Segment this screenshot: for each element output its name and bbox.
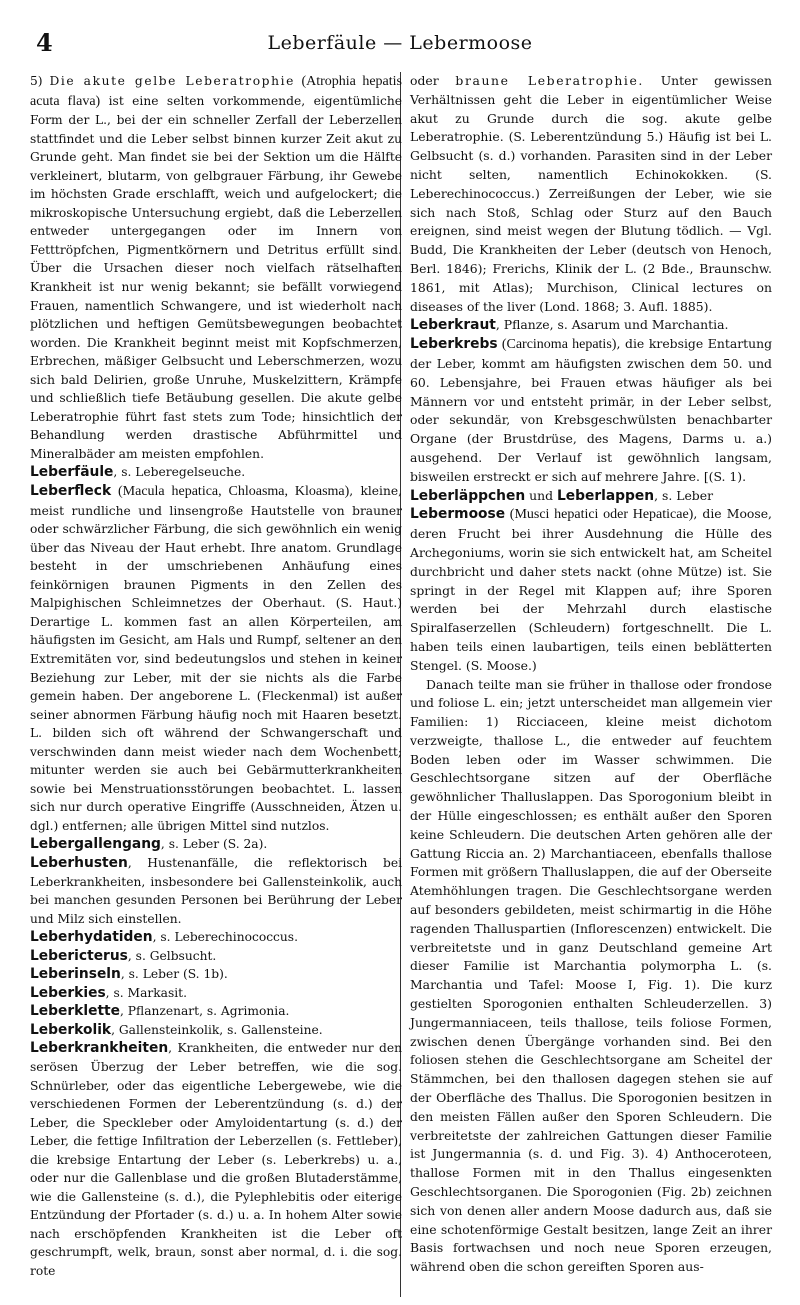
entry-text: , Gallensteinkolik, s. Gallensteine. (111, 1022, 323, 1037)
entry-text: , Pflanze, s. Asarum und Marchantia. (495, 317, 729, 333)
entry-text: , s. Leberegelseuche. (113, 465, 246, 480)
entry-lebermoose (410, 505, 772, 675)
entry-leberkraut (410, 316, 772, 335)
entry-text: , s. Leber (654, 487, 713, 503)
entry-leberfleck (30, 482, 402, 835)
headword: Leberkrebs (410, 336, 498, 353)
headword-2: Leberlappen (556, 487, 655, 504)
spaced-term: Die akute gelbe Leberatrophie (49, 74, 295, 88)
entry-leberinseln (30, 965, 402, 984)
headword: Leberinseln (30, 966, 121, 983)
latin-name: (Musci hepatici oder Hepaticae) (505, 507, 694, 523)
entry-akute-gelbe-leberatrophie (30, 72, 402, 463)
headword: Leberfleck (30, 483, 112, 500)
headword: Leberkolik (30, 1021, 112, 1038)
entry-leberhusten (30, 854, 402, 928)
entry-lebericterus (30, 947, 402, 966)
entry-leberkrankheiten (30, 1039, 402, 1280)
entry-text: , die Moose, deren Frucht bei ihrer Ausdehnung die Hülle des Archegoniums, worin sie sich entwickelt hat, am Scheitel durchbricht und daher stets nackt (ohne Mütze) ist. Sie springt in der Regel mit Klappen auf; ihre Sporen werden bei der Mehrzahl durch elastische Spiralfaserzellen (Schleudern) fortgeschnellt. Die L. haben teils einen laubartigen, teils einen beblätterten Stengel. (S. Moose.) (410, 506, 772, 673)
headword: Leberklette (30, 1003, 120, 1020)
conjunction: und (525, 487, 557, 503)
headword: Leberhusten (30, 854, 128, 871)
page-number: 4 (36, 28, 53, 57)
entry-text: , kleine, meist rundliche und linsengroße Hautstelle von brauner oder schwärzlicher Färbung, die sich gewöhnlich ein wenig über das Niveau der Haut erhebt. Ihre anatom. Grundlage besteht in der umschriebenen Anhäufung eines feinkörnigen braunen Pigments in den Zellen des Malpighischen Schleimnetzes der Oberhaut. (S. Haut.) Derartige L. kommen fast an allen Körperteilen, am häufigsten im Gesicht, am Hals und Rumpf, seltener an den Extremitäten vor, sind bedeutungslos und stehen in keiner Beziehung zur Leber, mit der sie nichts als die Farbe gemein haben. Der angeborene L. (Fleckenmal) ist außer seiner abnormen Färbung häufig noch mit Haaren besetzt. L. bilden sich oft während der Schwangerschaft und verschwinden dann meist wieder nach dem Wochenbett; mitunter werden sie auch bei Gebärmutterkrankheiten sowie bei Menstruationsstörungen beobachtet. L. lassen sich nur durch operative Eingriffe (Ausschneiden, Ätzen u. dgl.) entfernen; alle übrigen Mittel sind nutzlos. (30, 484, 402, 833)
entry-text: , s. Leber (S. 2a). (160, 837, 268, 852)
entry-text: ist eine selten vorkommende, eigentümliche Form der L., bei der ein schneller Zerfall der Leberzellen stattfindet und die Leber selbst binnen kurzer Zeit akut zu Grunde geht. Man findet sie bei der Sektion um die Hälfte verkleinert, blutarm, von gelbgrauer Färbung, ihr Gewebe im höchsten Grade erschlafft, weich und aufgelockert; die mikroskopische Untersuchung ergiebt, daß die Leberzellen entweder untergegangen oder im Innern von Fetttröpfchen, Pigmentkörnern und Detritus erfüllt sind. Über die Ursachen dieser noch vielfach rätselhaften Krankheit ist nur wenig bekannt; sie befällt vorwiegend Frauen, namentlich Schwangere, und ist wiederholt nach plötzlichen und heftigen Gemütsbewegungen beobachtet worden. Die Krankheit beginnt meist mit Kopfschmerzen, Erbrechen, mäßiger Gelbsucht und Leberschmerzen, wozu sich bald Delirien, große Unruhe, Muskelzittern, Krämpfe und schließlich tiefe Betäubung gesellen. Die akute gelbe Leberatrophie führt fast stets zum Tode; hinsichtlich der Behandlung werden drastische Abführmittel und Mineralbäder am meisten empfohlen. (30, 93, 402, 461)
entry-text: , s. Markasit. (105, 985, 187, 1000)
entry-text: , Krankheiten, die entweder nur den serösen Überzug der Leber betreffen, wie die sog. Schnürleber, oder das eigentliche Lebergewebe, wie die verschiedenen Formen der Leberentzündung (s. d.) der Leber, die Speckleber oder Amyloidentartung (s. d.) der Leber, die fettige Infiltration der Leberzellen (s. Fettleber), die krebsige Entartung der Leber (s. Leberkrebs) u. a., oder nur die Gallenblase und die großen Blutaderstämme, wie die Gallensteine (s. d.), die Pylephlebitis oder eiterige Entzündung der Pfortader (s. d.) u. a. In hohem Alter sowie nach erschöpfenden Krankheiten ist die Leber oft geschrumpft, welk, braun, sonst aber normal, d. i. die sog. rote (30, 1041, 402, 1278)
left-column (30, 72, 402, 1281)
continuation-start: oder (410, 73, 456, 88)
entry-text: , Pflanzenart, s. Agrimonia. (120, 1004, 290, 1019)
entry-leberkies (30, 984, 402, 1003)
entry-leberkrebs (410, 335, 772, 486)
right-column (410, 72, 772, 1277)
entry-text: Unter gewissen Verhältnissen geht die Leber in eigentümlicher Weise akut zu Grunde durch die sog. akute gelbe Leberatrophie. (S. Leberentzündung 5.) Häufig ist bei L. Gelbsucht (s. d.) vorhanden. Parasiten sind in der Leber nicht selten, namentlich Echinokokken. (S. Leberechinococcus.) Zerreißungen der Leber, wie sie sich nach Stoß, Schlag oder Sturz auf den Bauch ereignen, sind meist wegen der Blutung tödlich. — Vgl. Budd, Die Krankheiten der Leber (deutsch von Henoch, Berl. 1846); Frerichs, Klinik der L. (2 Bde., Braunschw. 1861, mit Atlas); Murchison, Clinical lectures on diseases of the liver (Lond. 1868; 3. Aufl. 1885). (410, 73, 772, 314)
entry-text: , s. Leberechinococcus. (152, 930, 298, 945)
entry-leberhydatiden (30, 928, 402, 947)
headword: Lebergallengang (30, 836, 161, 853)
spaced-term: braune Leberatrophie. (455, 73, 644, 88)
latin-name: (Carcinoma hepatis) (497, 337, 617, 353)
entry-leberlaeppchen (410, 487, 772, 506)
page-header (30, 28, 770, 62)
entry-text: , s. Leber (S. 1b). (120, 967, 228, 982)
headword: Leberhydatiden (30, 929, 153, 946)
entry-text: , die krebsige Entartung der Leber, kommt am häufigsten zwischen dem 50. und 60. Lebensjahre, bei Frauen etwas häufiger als bei Männern vor und entsteht primär, in der Leber selbst, oder sekundär, von Krebsgeschwülsten benachbarter Organe (der Brustdrüse, des Magens, Darms u. a.) ausgehend. Der Verlauf ist gewöhnlich langsam, bisweilen erstreckt er sich auf mehrere Jahre. [(S. 1). (410, 336, 772, 484)
entry-leberklette (30, 1002, 402, 1021)
entry-text: , s. Gelbsucht. (127, 948, 217, 963)
headword: Leberläppchen (410, 487, 526, 504)
latin-name: (Atrophia hepatis acuta flava) (30, 74, 402, 109)
entry-continuation (410, 72, 772, 316)
item-number: 5) (30, 74, 50, 88)
lebermoose-families-paragraph: Danach teilte man sie früher in thallose oder frondose und foliose L. ein; jetzt unterscheidet man allgemein vier Familien: 1) Ricciaceen, kleine meist dichotom verzweigte, thallose L., die entweder auf feuchtem Boden leben oder im Wasser schwimmen. Die Geschlechtsorgane sitzen auf der Oberfläche gewöhnlicher Thalluslappen. Das Sporogonium bleibt in der Hülle eingeschlossen; es enthält außer den Sporen keine Schleudern. Die deutschen Arten gehören alle der Gattung Riccia an. 2) Marchantiaceen, ebenfalls thallose Formen mit größern Thalluslappen, die auf der Oberseite Atemhöhlungen tragen. Die Geschlechtsorgane werden auf besonders gebildeten, meist schirmartig in die Höhe ragenden Thalluspartien (Inflorescenzen) entwickelt. Die verbreitetste und in ganz Deutschland gemeine Art dieser Familie ist Marchantia polymorpha L. (s. Marchantia und Tafel: Moose I, Fig. 1). Die kurz gestielten Sporogonien enthalten Schleuderzellen. 3) Jungermanniaceen, teils thallose, teils foliose Formen, zwischen denen Übergänge vorhanden sind. Bei den foliosen stehen die Geschlechtsorgane am Scheitel der Stämmchen, bei den thallosen dagegen stehen sie auf der Oberfläche des Thallus. Die Sporogonien besitzen in den meisten Fällen außer den Sporen Schleudern. Die verbreitetste der zahlreichen Gattungen dieser Familie ist Jungermannia (s. d. und Fig. 3). 4) Anthoceroteen, thallose Formen mit in den Thallus eingesenkten Geschlechtsorganen. Die Sporogonien (Fig. 2b) zeichnen sich von denen aller andern Moose dadurch aus, daß sie eine schotenförmige Gestalt besitzen, lange Zeit an ihrer Basis fortwachsen und noch neue Sporen erzeugen, während oben die schon gereiften Sporen aus- (410, 676, 772, 1275)
headword: Leberkrankheiten (30, 1040, 169, 1057)
headword: Lebericterus (30, 947, 128, 964)
latin-name: (Macula hepatica, Chloasma, Kloasma) (111, 484, 350, 500)
headword: Leberkraut (410, 317, 496, 334)
entry-leberkolik (30, 1021, 402, 1040)
entry-lebergallengang (30, 835, 402, 854)
headword: Lebermoose (410, 506, 506, 523)
entry-leberfaeule (30, 463, 402, 482)
headword: Leberkies (30, 984, 106, 1001)
headword: Leberfäule (30, 464, 114, 481)
running-title: Leberfäule — Lebermoose (267, 32, 533, 54)
entry-text: , Hustenanfälle, die reflektorisch bei Leberkrankheiten, insbesondere bei Gallensteinkolik, auch bei manchen gesunden Personen bei Berührung der Leber und Milz sich einstellen. (30, 855, 402, 926)
